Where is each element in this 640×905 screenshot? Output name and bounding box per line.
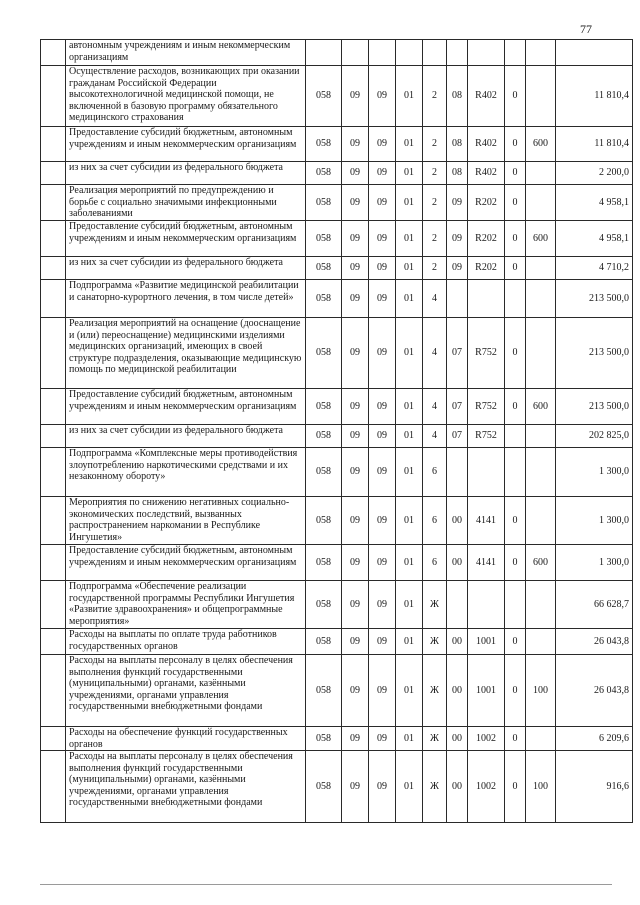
amount-cell: 213 500,0 bbox=[556, 280, 633, 318]
code-cell bbox=[526, 581, 556, 629]
code-cell: 0 bbox=[505, 185, 526, 221]
table-row bbox=[41, 221, 633, 257]
code-cell bbox=[526, 66, 556, 127]
code-cell: Ж bbox=[423, 655, 447, 727]
budget-table bbox=[40, 39, 633, 823]
amount-cell: 916,6 bbox=[556, 751, 633, 823]
code-cell bbox=[423, 40, 447, 66]
table-body bbox=[41, 40, 633, 823]
code-cell: 00 bbox=[447, 545, 468, 581]
code-cell: 09 bbox=[342, 389, 369, 425]
code-cell: 600 bbox=[526, 127, 556, 162]
code-cell: 0 bbox=[505, 318, 526, 389]
table-row bbox=[41, 66, 633, 127]
code-cell: R752 bbox=[468, 389, 505, 425]
code-cell: 6 bbox=[423, 497, 447, 545]
description-cell: из них за счет субсидии из федерального бюджета bbox=[66, 425, 306, 448]
code-cell: 4 bbox=[423, 280, 447, 318]
code-cell: 09 bbox=[369, 629, 396, 655]
amount-cell: 1 300,0 bbox=[556, 497, 633, 545]
code-cell bbox=[526, 629, 556, 655]
code-cell: 0 bbox=[505, 751, 526, 823]
code-cell: 00 bbox=[447, 655, 468, 727]
code-cell: 058 bbox=[306, 185, 342, 221]
table-row bbox=[41, 497, 633, 545]
code-cell: 09 bbox=[342, 545, 369, 581]
code-cell: 100 bbox=[526, 655, 556, 727]
code-cell: 09 bbox=[342, 221, 369, 257]
code-cell: 00 bbox=[447, 629, 468, 655]
code-cell: 09 bbox=[447, 221, 468, 257]
amount-cell: 2 200,0 bbox=[556, 162, 633, 185]
code-cell bbox=[468, 40, 505, 66]
code-cell: 4141 bbox=[468, 545, 505, 581]
row-number-cell bbox=[41, 629, 66, 655]
code-cell: 01 bbox=[396, 162, 423, 185]
code-cell: 1002 bbox=[468, 751, 505, 823]
code-cell: 01 bbox=[396, 629, 423, 655]
row-number-cell bbox=[41, 655, 66, 727]
amount-cell: 6 209,6 bbox=[556, 727, 633, 751]
code-cell: 01 bbox=[396, 221, 423, 257]
row-number-cell bbox=[41, 162, 66, 185]
table-row bbox=[41, 727, 633, 751]
code-cell: 0 bbox=[505, 389, 526, 425]
code-cell: 0 bbox=[505, 497, 526, 545]
code-cell: 09 bbox=[342, 497, 369, 545]
description-cell: Реализация мероприятий по предупреждению и борьбе с социально значимыми инфекционными заболеваниями bbox=[66, 185, 306, 221]
code-cell: 4141 bbox=[468, 497, 505, 545]
table-row bbox=[41, 185, 633, 221]
description-cell: Расходы на обеспечение функций государственных органов bbox=[66, 727, 306, 751]
table-row bbox=[41, 127, 633, 162]
description-cell: Подпрограмма «Комплексные меры противодействия злоупотреблению наркотическими средствами и их незаконному обороту» bbox=[66, 448, 306, 497]
code-cell: 1001 bbox=[468, 655, 505, 727]
code-cell: 01 bbox=[396, 280, 423, 318]
code-cell: 2 bbox=[423, 185, 447, 221]
code-cell: 0 bbox=[505, 655, 526, 727]
code-cell: 09 bbox=[369, 185, 396, 221]
code-cell bbox=[468, 448, 505, 497]
amount-cell: 1 300,0 bbox=[556, 448, 633, 497]
code-cell bbox=[468, 581, 505, 629]
code-cell: R202 bbox=[468, 185, 505, 221]
code-cell bbox=[342, 40, 369, 66]
code-cell: 058 bbox=[306, 629, 342, 655]
description-cell: Подпрограмма «Обеспечение реализации государственной программы Республики Ингушетия «Развитие здравоохранения» и общепрограммные мероприятия» bbox=[66, 581, 306, 629]
code-cell: 09 bbox=[369, 318, 396, 389]
table-row bbox=[41, 751, 633, 823]
table-row bbox=[41, 655, 633, 727]
description-cell: Подпрограмма «Развитие медицинской реабилитации и санаторно-курортного лечения, в том числе детей» bbox=[66, 280, 306, 318]
code-cell: 1002 bbox=[468, 727, 505, 751]
table-row bbox=[41, 389, 633, 425]
table-row bbox=[41, 162, 633, 185]
code-cell: 0 bbox=[505, 545, 526, 581]
amount-cell: 4 958,1 bbox=[556, 185, 633, 221]
code-cell: 09 bbox=[369, 425, 396, 448]
code-cell: 09 bbox=[342, 162, 369, 185]
code-cell: 09 bbox=[369, 127, 396, 162]
code-cell: Ж bbox=[423, 581, 447, 629]
amount-cell: 213 500,0 bbox=[556, 318, 633, 389]
description-cell: Предоставление субсидий бюджетным, автономным учреждениям и иным некоммерческим организациям bbox=[66, 221, 306, 257]
table-row bbox=[41, 257, 633, 280]
description-cell: Расходы на выплаты персоналу в целях обеспечения выполнения функций государственными (муниципальными) органами, казёнными учреждениями, органами управления государственными внебюджетными фондами bbox=[66, 655, 306, 727]
code-cell: 2 bbox=[423, 221, 447, 257]
amount-cell: 11 810,4 bbox=[556, 66, 633, 127]
row-number-cell bbox=[41, 751, 66, 823]
code-cell: 600 bbox=[526, 221, 556, 257]
code-cell: 00 bbox=[447, 751, 468, 823]
amount-cell: 213 500,0 bbox=[556, 389, 633, 425]
code-cell: 058 bbox=[306, 66, 342, 127]
code-cell bbox=[526, 257, 556, 280]
code-cell: 09 bbox=[369, 280, 396, 318]
table-row bbox=[41, 40, 633, 66]
code-cell: 09 bbox=[342, 655, 369, 727]
amount-cell: 1 300,0 bbox=[556, 545, 633, 581]
code-cell: 4 bbox=[423, 425, 447, 448]
row-number-cell bbox=[41, 497, 66, 545]
code-cell: 09 bbox=[342, 127, 369, 162]
code-cell bbox=[505, 40, 526, 66]
table-row bbox=[41, 318, 633, 389]
code-cell: 09 bbox=[369, 448, 396, 497]
row-number-cell bbox=[41, 185, 66, 221]
code-cell: 00 bbox=[447, 497, 468, 545]
code-cell bbox=[505, 581, 526, 629]
code-cell: 01 bbox=[396, 185, 423, 221]
row-number-cell bbox=[41, 280, 66, 318]
code-cell: 01 bbox=[396, 751, 423, 823]
code-cell: 08 bbox=[447, 66, 468, 127]
code-cell: Ж bbox=[423, 751, 447, 823]
table-row bbox=[41, 448, 633, 497]
amount-cell bbox=[556, 40, 633, 66]
code-cell: 01 bbox=[396, 425, 423, 448]
description-cell: Расходы на выплаты персоналу в целях обеспечения выполнения функций государственными (муниципальными) органами, казёнными учреждениями, органами управления государственными внебюджетными фондами bbox=[66, 751, 306, 823]
code-cell: 09 bbox=[342, 448, 369, 497]
code-cell: 01 bbox=[396, 545, 423, 581]
code-cell: 058 bbox=[306, 751, 342, 823]
code-cell: 058 bbox=[306, 318, 342, 389]
code-cell: 6 bbox=[423, 448, 447, 497]
table-row bbox=[41, 280, 633, 318]
code-cell bbox=[526, 318, 556, 389]
code-cell: 09 bbox=[369, 389, 396, 425]
code-cell: 058 bbox=[306, 545, 342, 581]
code-cell: Ж bbox=[423, 629, 447, 655]
description-cell: Предоставление субсидий бюджетным, автономным учреждениям и иным некоммерческим организациям bbox=[66, 389, 306, 425]
code-cell bbox=[505, 425, 526, 448]
code-cell: R402 bbox=[468, 162, 505, 185]
code-cell: 058 bbox=[306, 280, 342, 318]
code-cell: 6 bbox=[423, 545, 447, 581]
row-number-cell bbox=[41, 221, 66, 257]
code-cell: 09 bbox=[369, 727, 396, 751]
code-cell: 0 bbox=[505, 66, 526, 127]
code-cell: 0 bbox=[505, 727, 526, 751]
code-cell bbox=[447, 40, 468, 66]
table-row bbox=[41, 545, 633, 581]
code-cell: 01 bbox=[396, 257, 423, 280]
code-cell: R402 bbox=[468, 127, 505, 162]
code-cell: 09 bbox=[447, 257, 468, 280]
code-cell: 09 bbox=[369, 497, 396, 545]
code-cell: 09 bbox=[369, 257, 396, 280]
code-cell bbox=[526, 425, 556, 448]
table-row bbox=[41, 629, 633, 655]
code-cell: 600 bbox=[526, 545, 556, 581]
table-row bbox=[41, 581, 633, 629]
code-cell: 07 bbox=[447, 318, 468, 389]
code-cell: 09 bbox=[342, 425, 369, 448]
row-number-cell bbox=[41, 448, 66, 497]
row-number-cell bbox=[41, 127, 66, 162]
row-number-cell bbox=[41, 581, 66, 629]
code-cell bbox=[468, 280, 505, 318]
code-cell: 058 bbox=[306, 581, 342, 629]
code-cell: 058 bbox=[306, 497, 342, 545]
code-cell: 058 bbox=[306, 425, 342, 448]
code-cell: 058 bbox=[306, 162, 342, 185]
row-number-cell bbox=[41, 389, 66, 425]
code-cell: Ж bbox=[423, 727, 447, 751]
code-cell: 01 bbox=[396, 655, 423, 727]
code-cell: 058 bbox=[306, 221, 342, 257]
code-cell: 600 bbox=[526, 389, 556, 425]
code-cell: 100 bbox=[526, 751, 556, 823]
code-cell bbox=[306, 40, 342, 66]
code-cell: 01 bbox=[396, 66, 423, 127]
code-cell: 07 bbox=[447, 389, 468, 425]
code-cell: 09 bbox=[369, 162, 396, 185]
row-number-cell bbox=[41, 257, 66, 280]
code-cell bbox=[526, 40, 556, 66]
code-cell: 08 bbox=[447, 127, 468, 162]
amount-cell: 4 958,1 bbox=[556, 221, 633, 257]
code-cell: 4 bbox=[423, 318, 447, 389]
code-cell bbox=[505, 448, 526, 497]
code-cell: R752 bbox=[468, 425, 505, 448]
code-cell: 058 bbox=[306, 127, 342, 162]
table-row bbox=[41, 425, 633, 448]
page-bottom-rule bbox=[40, 884, 612, 885]
code-cell: 07 bbox=[447, 425, 468, 448]
code-cell: R402 bbox=[468, 66, 505, 127]
code-cell bbox=[447, 280, 468, 318]
amount-cell: 66 628,7 bbox=[556, 581, 633, 629]
code-cell bbox=[447, 448, 468, 497]
description-cell: из них за счет субсидии из федерального бюджета bbox=[66, 162, 306, 185]
code-cell: 058 bbox=[306, 655, 342, 727]
code-cell: 058 bbox=[306, 448, 342, 497]
description-cell: Мероприятия по снижению негативных социально-экономических последствий, вызванных распространением наркомании в Республике Ингушетия» bbox=[66, 497, 306, 545]
code-cell: 09 bbox=[342, 727, 369, 751]
code-cell bbox=[526, 185, 556, 221]
description-cell: из них за счет субсидии из федерального бюджета bbox=[66, 257, 306, 280]
code-cell: 058 bbox=[306, 389, 342, 425]
code-cell bbox=[526, 727, 556, 751]
code-cell bbox=[369, 40, 396, 66]
code-cell: 01 bbox=[396, 127, 423, 162]
code-cell: 01 bbox=[396, 448, 423, 497]
code-cell: 09 bbox=[369, 655, 396, 727]
code-cell: 09 bbox=[342, 66, 369, 127]
code-cell bbox=[526, 162, 556, 185]
code-cell: 09 bbox=[369, 581, 396, 629]
code-cell: R752 bbox=[468, 318, 505, 389]
code-cell: 01 bbox=[396, 727, 423, 751]
code-cell: 0 bbox=[505, 162, 526, 185]
amount-cell: 26 043,8 bbox=[556, 655, 633, 727]
code-cell: 00 bbox=[447, 727, 468, 751]
page-number: 77 bbox=[580, 22, 592, 36]
row-number-cell bbox=[41, 545, 66, 581]
code-cell: 09 bbox=[369, 221, 396, 257]
code-cell bbox=[526, 448, 556, 497]
description-cell: Предоставление субсидий бюджетным, автономным учреждениям и иным некоммерческим организациям bbox=[66, 545, 306, 581]
code-cell: 058 bbox=[306, 257, 342, 280]
code-cell bbox=[526, 280, 556, 318]
code-cell: 09 bbox=[447, 185, 468, 221]
code-cell: 09 bbox=[342, 318, 369, 389]
row-number-cell bbox=[41, 40, 66, 66]
code-cell: 09 bbox=[342, 751, 369, 823]
code-cell: 09 bbox=[369, 66, 396, 127]
description-cell: Предоставление субсидий бюджетным, автономным учреждениям и иным некоммерческим организациям bbox=[66, 127, 306, 162]
code-cell: 09 bbox=[369, 751, 396, 823]
code-cell: 0 bbox=[505, 221, 526, 257]
code-cell bbox=[505, 280, 526, 318]
code-cell: 2 bbox=[423, 162, 447, 185]
code-cell: 4 bbox=[423, 389, 447, 425]
row-number-cell bbox=[41, 318, 66, 389]
description-cell: Расходы на выплаты по оплате труда работников государственных органов bbox=[66, 629, 306, 655]
amount-cell: 4 710,2 bbox=[556, 257, 633, 280]
code-cell: 2 bbox=[423, 127, 447, 162]
description-cell: Осуществление расходов, возникающих при оказании гражданам Российской Федерации высокотехнологичной медицинской помощи, не включенной в базовую программу обязательного медицинского страхования bbox=[66, 66, 306, 127]
amount-cell: 202 825,0 bbox=[556, 425, 633, 448]
code-cell bbox=[396, 40, 423, 66]
code-cell: 09 bbox=[342, 629, 369, 655]
code-cell: 0 bbox=[505, 629, 526, 655]
code-cell: 09 bbox=[342, 581, 369, 629]
code-cell bbox=[526, 497, 556, 545]
row-number-cell bbox=[41, 66, 66, 127]
code-cell: 08 bbox=[447, 162, 468, 185]
code-cell: 09 bbox=[342, 257, 369, 280]
amount-cell: 26 043,8 bbox=[556, 629, 633, 655]
description-cell: Реализация мероприятий на оснащение (дооснащение и (или) переоснащение) медицинскими изделиями медицинских организаций, имеющих в своей структуре подразделения, оказывающие медицинскую помощь по медицинской реабилитации bbox=[66, 318, 306, 389]
code-cell: 09 bbox=[342, 280, 369, 318]
code-cell: 01 bbox=[396, 497, 423, 545]
code-cell: 058 bbox=[306, 727, 342, 751]
amount-cell: 11 810,4 bbox=[556, 127, 633, 162]
code-cell: 0 bbox=[505, 127, 526, 162]
code-cell: 2 bbox=[423, 257, 447, 280]
code-cell: 2 bbox=[423, 66, 447, 127]
code-cell: 09 bbox=[342, 185, 369, 221]
code-cell: 01 bbox=[396, 581, 423, 629]
code-cell: R202 bbox=[468, 221, 505, 257]
code-cell: 01 bbox=[396, 389, 423, 425]
code-cell: R202 bbox=[468, 257, 505, 280]
code-cell: 01 bbox=[396, 318, 423, 389]
code-cell: 0 bbox=[505, 257, 526, 280]
description-cell: автономным учреждениям и иным некоммерческим организациям bbox=[66, 40, 306, 66]
code-cell: 09 bbox=[369, 545, 396, 581]
row-number-cell bbox=[41, 727, 66, 751]
code-cell: 1001 bbox=[468, 629, 505, 655]
row-number-cell bbox=[41, 425, 66, 448]
code-cell bbox=[447, 581, 468, 629]
